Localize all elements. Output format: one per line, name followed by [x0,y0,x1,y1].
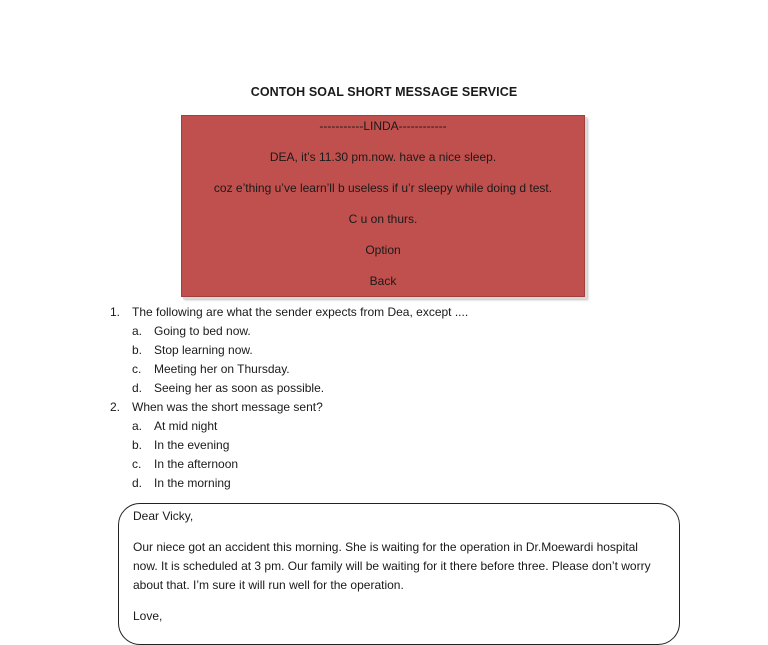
answer-option [110,322,710,341]
answer-option [110,417,710,436]
sms-message-box [181,115,585,297]
page-title: CONTOH SOAL SHORT MESSAGE SERVICE [250,85,518,99]
option-letter: a. [132,324,143,338]
question-number: 2. [110,400,121,414]
letter-greeting: Dear Vicky, [133,509,194,523]
letter-content [133,507,685,626]
question-text: The following are what the sender expects from Dea, except .... [132,305,469,319]
option-text: At mid night [154,419,218,433]
option-text: Seeing her as soon as possible. [154,381,325,395]
option-text: In the morning [154,476,231,490]
letter-body-line: about that. I’m sure it will run well for the operation. [133,578,404,592]
option-text: In the afternoon [154,457,239,471]
question-list [110,303,710,493]
sms-option-button[interactable]: Option [365,243,401,257]
option-text: Stop learning now. [154,343,253,357]
option-text: In the evening [154,438,230,452]
option-letter: a. [132,419,143,433]
question-number: 1. [110,305,121,319]
option-letter: c. [132,362,142,376]
sms-sender: -----------LINDA------------ [319,119,447,133]
answer-option [110,341,710,360]
option-letter: b. [132,343,143,357]
answer-option [110,379,710,398]
sms-line-2: coz e’thing u’ve learn’ll b useless if u’r sleepy while doing d test. [213,181,553,195]
sms-line-1: DEA, it’s 11.30 pm.now. have a nice sleep. [269,150,497,164]
question-2 [110,398,710,417]
answer-option [110,436,710,455]
option-letter: b. [132,438,143,452]
letter-closing: Love, [133,609,163,623]
option-letter: c. [132,457,142,471]
question-1 [110,303,710,322]
question-text: When was the short message sent? [132,400,323,414]
answer-option [110,474,710,493]
option-letter: d. [132,381,143,395]
option-text: Meeting her on Thursday. [154,362,290,376]
letter-box [118,503,680,645]
letter-body-line: now. It is scheduled at 3 pm. Our family will be waiting for it there before three. Please don’t worry [133,559,651,573]
sms-back-button[interactable]: Back [369,274,397,288]
sms-line-3: C u on thurs. [348,212,418,226]
answer-option [110,360,710,379]
option-letter: d. [132,476,143,490]
letter-body-line: Our niece got an accident this morning. She is waiting for the operation in Dr.Moewardi hospital [133,540,638,554]
option-text: Going to bed now. [154,324,251,338]
answer-option [110,455,710,474]
